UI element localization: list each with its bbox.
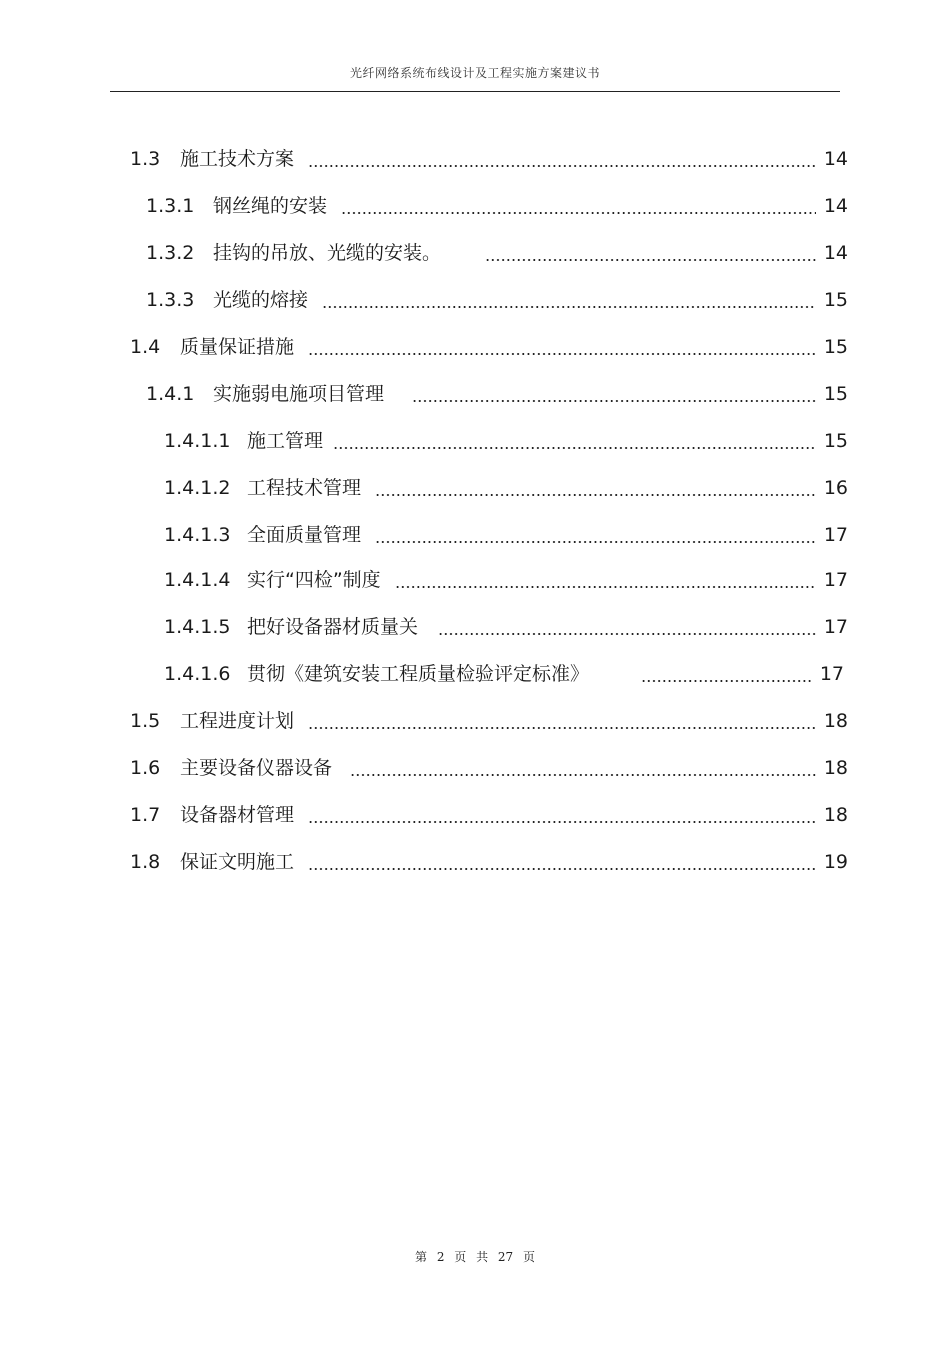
toc-entry-number: 1.4.1.1 [164, 430, 231, 452]
toc-entry-page: 17 [823, 569, 848, 591]
toc-entry-title: 设备器材管理 [180, 804, 295, 826]
toc-entry[interactable] [130, 801, 848, 829]
toc-entry-title: 挂钩的吊放、光缆的安装。 [213, 242, 442, 264]
toc-dot-leader [350, 754, 816, 782]
toc-entry-title: 全面质量管理 [247, 524, 362, 546]
toc-dot-leader [308, 145, 816, 173]
toc-entry[interactable] [164, 566, 848, 594]
toc-entry-title: 施工技术方案 [180, 148, 295, 170]
toc-entry-number: 1.3 [130, 148, 161, 170]
toc-entry-title: 工程进度计划 [180, 710, 295, 732]
toc-dot-leader [641, 660, 812, 688]
toc-dot-leader [341, 192, 816, 220]
toc-entry[interactable] [164, 474, 848, 502]
toc-dot-leader [308, 848, 816, 876]
toc-entry-page: 17 [819, 663, 844, 685]
toc-dot-leader [308, 707, 816, 735]
toc-entry-title: 贯彻《建筑安装工程质量检验评定标准》 [247, 663, 590, 685]
toc-entry[interactable] [130, 333, 848, 361]
toc-entry[interactable] [146, 286, 848, 314]
toc-entry-number: 1.3.1 [146, 195, 195, 217]
running-header: 光纤网络系统布线设计及工程实施方案建议书 [349, 66, 600, 80]
toc-entry-title: 钢丝绳的安装 [213, 195, 328, 217]
toc-dot-leader [375, 521, 816, 549]
toc-entry-number: 1.5 [130, 710, 161, 732]
toc-entry-title: 把好设备器材质量关 [247, 616, 419, 638]
toc-entry[interactable] [164, 613, 848, 641]
toc-entry-title: 实行“四检”制度 [247, 569, 381, 591]
toc-entry-number: 1.4.1.6 [164, 663, 231, 685]
toc-dot-leader [395, 566, 816, 594]
toc-dot-leader [308, 333, 816, 361]
toc-dot-leader [308, 801, 816, 829]
toc-entry-page: 15 [823, 430, 848, 452]
toc-entry[interactable] [146, 239, 848, 267]
toc-entry[interactable] [130, 707, 848, 735]
toc-dot-leader [412, 380, 816, 408]
toc-entry[interactable] [130, 145, 848, 173]
toc-entry-page: 14 [823, 148, 848, 170]
page-footer: 第 2 页 共 27 页 [415, 1250, 535, 1264]
toc-entry-page: 17 [823, 524, 848, 546]
toc-entry-title: 实施弱电施项目管理 [213, 383, 385, 405]
toc-entry-page: 14 [823, 195, 848, 217]
toc-entry-title: 质量保证措施 [180, 336, 295, 358]
toc-entry[interactable] [164, 660, 844, 688]
toc-entry-page: 17 [823, 616, 848, 638]
toc-entry[interactable] [130, 754, 848, 782]
toc-entry-title: 工程技术管理 [247, 477, 362, 499]
toc-entry[interactable] [164, 427, 848, 455]
toc-entry[interactable] [164, 521, 848, 549]
toc-entry-number: 1.4.1.5 [164, 616, 231, 638]
toc-entry[interactable] [146, 192, 848, 220]
toc-entry-page: 15 [823, 289, 848, 311]
toc-entry-number: 1.6 [130, 757, 161, 779]
toc-entry-number: 1.4.1 [146, 383, 195, 405]
toc-entry-number: 1.4.1.4 [164, 569, 231, 591]
toc-entry-page: 15 [823, 383, 848, 405]
toc-entry-page: 16 [823, 477, 848, 499]
toc-dot-leader [375, 474, 816, 502]
toc-dot-leader [322, 286, 816, 314]
toc-entry-number: 1.3.2 [146, 242, 195, 264]
toc-entry-page: 18 [823, 804, 848, 826]
toc-entry-number: 1.7 [130, 804, 161, 826]
toc-entry-title: 光缆的熔接 [213, 289, 309, 311]
toc-entry-number: 1.4 [130, 336, 161, 358]
toc-entry-number: 1.3.3 [146, 289, 195, 311]
toc-entry-page: 14 [823, 242, 848, 264]
toc-entry-title: 保证文明施工 [180, 851, 295, 873]
toc-entry-number: 1.8 [130, 851, 161, 873]
toc-entry-title: 施工管理 [247, 430, 324, 452]
toc-entry[interactable] [146, 380, 848, 408]
toc-entry-title: 主要设备仪器设备 [180, 757, 333, 779]
toc-entry-page: 15 [823, 336, 848, 358]
toc-entry-page: 18 [823, 757, 848, 779]
toc-entry-page: 18 [823, 710, 848, 732]
toc-entry[interactable] [130, 848, 848, 876]
toc-dot-leader [438, 613, 816, 641]
toc-entry-number: 1.4.1.2 [164, 477, 231, 499]
toc-dot-leader [333, 427, 816, 455]
toc-entry-number: 1.4.1.3 [164, 524, 231, 546]
toc-dot-leader [485, 239, 816, 267]
toc-entry-page: 19 [823, 851, 848, 873]
